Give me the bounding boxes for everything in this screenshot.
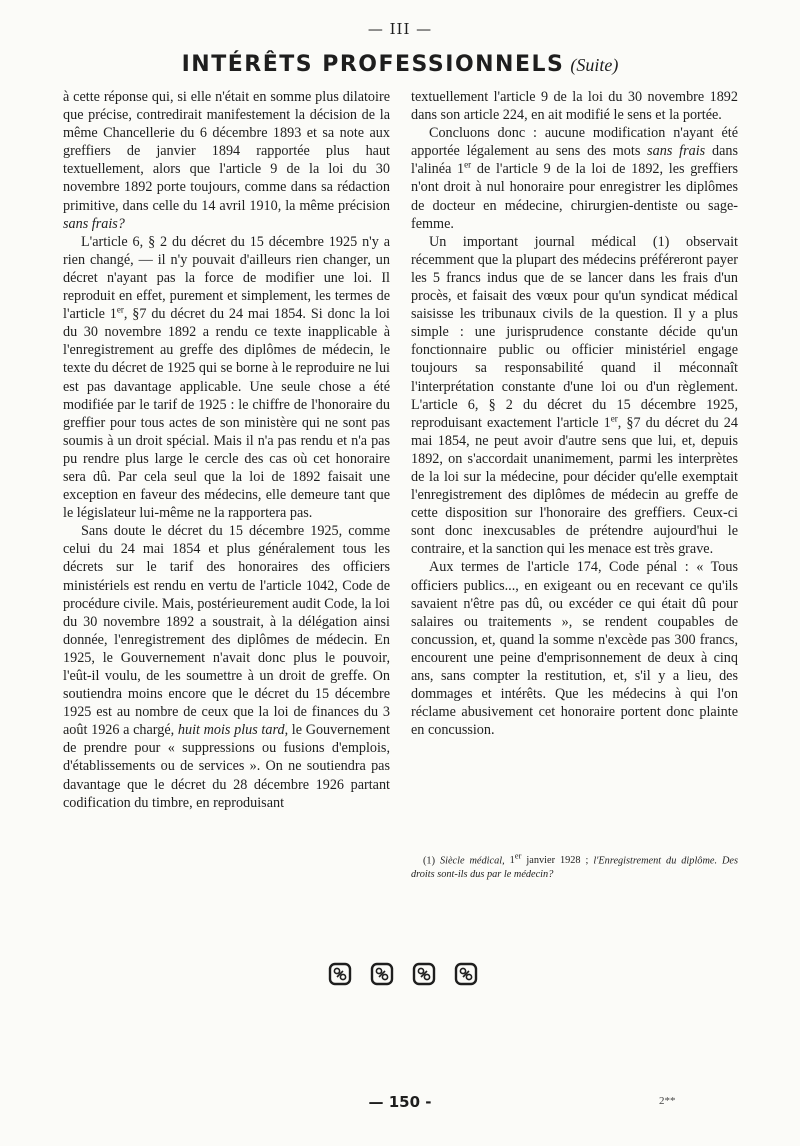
section-title <box>0 52 800 77</box>
right-paragraph-3: Un important journal médical (1) observait récemment que la plupart des médecins préféreront payer les 5 francs indus que de se lancer dans les frais d'un procès, et faisait des vœux pour qu'un syndicat médical saisisse les tribunaux civils de la question. Il y a plus simple : une jurisprudence constante décide qu'un fonctionnaire public ou officier ministériel engage toujours sa responsabilité quand il méconnaît l'interprétation constante d'une loi ou d'un règlement. L'article 6, § 2 du décret du 15 décembre 1925, reproduisant exactement l'article 1er, §7 du décret du 24 mai 1854, ne peut avoir d'autre sens que lui, et, depuis 1892, on s'accordait unanimement, parmi les interprètes de la loi sur la médecine, pour décider qu'elle exemptait l'enregistrement des diplômes de médecin au greffe de cette disposition sur l'honoraire des greffiers. Ceux-ci sont donc inexcusables de prétendre aujourd'hui le contraire, et la sanction qui les menace est très grave. <box>411 233 738 558</box>
page-number: — 150 - <box>368 1093 432 1111</box>
right-column <box>411 88 738 739</box>
footnote <box>411 850 738 882</box>
left-paragraph-3: Sans doute le décret du 15 décembre 1925, comme celui du 24 mai 1854 et plus généralement tous les décrets sur le tarif des honoraires des officiers ministériels est rendu en vertu de l'article 1042, Code de procédure civile. Mais, postérieurement audit Code, la loi du 30 novembre 1892 a soustrait, à la délégation ainsi donnée, l'enregistrement des diplômes de médecin. En 1925, le Gouvernement n'avait donc plus le pouvoir, l'eût-il voulu, de les soumettre à un droit de greffe. On soutiendra moins encore que le décret du 15 décembre 1925 est au nombre de ceux que la loi de finances du 3 août 1926 a chargé, huit mois plus tard, le Gouvernement de prendre pour « suppressions ou fusions d'emplois, d'établissements ou de services ». On ne soutiendra pas davantage que le décret du 28 décembre 1926 partant codification du timbre, en reproduisant <box>63 523 390 811</box>
left-column <box>63 88 390 812</box>
printer-signature: 2** <box>659 1095 676 1107</box>
section-title-main: INTÉRÊTS PROFESSIONNELS <box>181 52 565 77</box>
footnote-date: 1er janvier 1928 ; <box>509 851 589 867</box>
footnote-source: Siècle médical, <box>439 855 505 867</box>
ornament-icon <box>370 962 394 986</box>
footnote-marker: (1) <box>423 855 436 867</box>
right-paragraph-2: Concluons donc : aucune modification n'ayant été apportée légalement au sens des mots sans frais dans l'alinéa 1er de l'article 9 de la loi de 1892, les greffiers n'ont droit à nul honoraire pour enregistrer les diplômes de docteur en médecine, chirurgien-dentiste ou sage-femme. <box>411 125 739 232</box>
running-folio: — III — <box>367 20 433 38</box>
right-paragraph-4: Aux termes de l'article 174, Code pénal : « Tous officiers publics..., en exigeant ou en recevant ce qu'ils savaient n'être pas dû, ou excéder ce qui était dû pour salaires ou traitements », se rendent coupables de concussion, et, quand la somme n'excède pas 300 francs, encourent une peine d'emprisonnement de deux à cinq ans, sans compter la restitution, et, s'il y a lieu, des dommages et intérêts. Que les médecins à qui l'on réclame abusivement cet honoraire portent donc plainte en concussion. <box>411 559 738 739</box>
ornament-icon <box>454 962 478 986</box>
ornament-row <box>328 962 478 986</box>
ornament-icon <box>328 962 352 986</box>
right-paragraph-1: textuellement l'article 9 de la loi du 30 novembre 1892 dans son article 224, en ait modifié le sens et la portée. <box>411 89 738 124</box>
left-paragraph-1: à cette réponse qui, si elle n'était en somme plus dilatoire que précise, contredirait manifestement la décision de la même Chancellerie du 6 décembre 1893 et sa note aux greffiers de janvier 1894 rapportée plus haut textuellement, alors que l'article 9 de la loi du 30 novembre 1892 porte toujours, comme dans sa rédaction primitive, dans celle du 14 avril 1910, la même précision sans frais? <box>63 89 390 232</box>
section-title-suffix: (Suite) <box>570 55 619 75</box>
left-paragraph-2: L'article 6, § 2 du décret du 15 décembre 1925 n'y a rien changé, — il n'y pouvait d'ailleurs rien changer, un décret n'ayant pas la force de modifier une loi. Il reproduit en effet, purement et simplement, les termes de l'article 1er, §7 du décret du 24 mai 1854. Si donc la loi du 30 novembre 1892 a rendu ce texte inapplicable à l'enregistrement au greffe des diplômes de médecin, le texte du décret de 1925 qui se borne à le reproduire ne lui est pas davantage applicable. Une seule chose a été modifiée par le tarif de 1925 : le chiffre de l'honoraire du greffier pour tous actes de son ministère qui ne sont pas soumis à un droit spécial. Mais il n'a pas rendu et n'a pas pu rendre plus large le cercle des cas où cet honoraire sera dû. Par cela seul que la loi de 1892 faisait une exception en faveur des médecins, elle demeure tant que le législateur lui-même ne la rapportera pas. <box>63 233 390 522</box>
ornament-icon <box>412 962 436 986</box>
footnote-text: l'Enregistrement du diplôme. Des droits sont-ils dus par le médecin? <box>411 855 738 881</box>
